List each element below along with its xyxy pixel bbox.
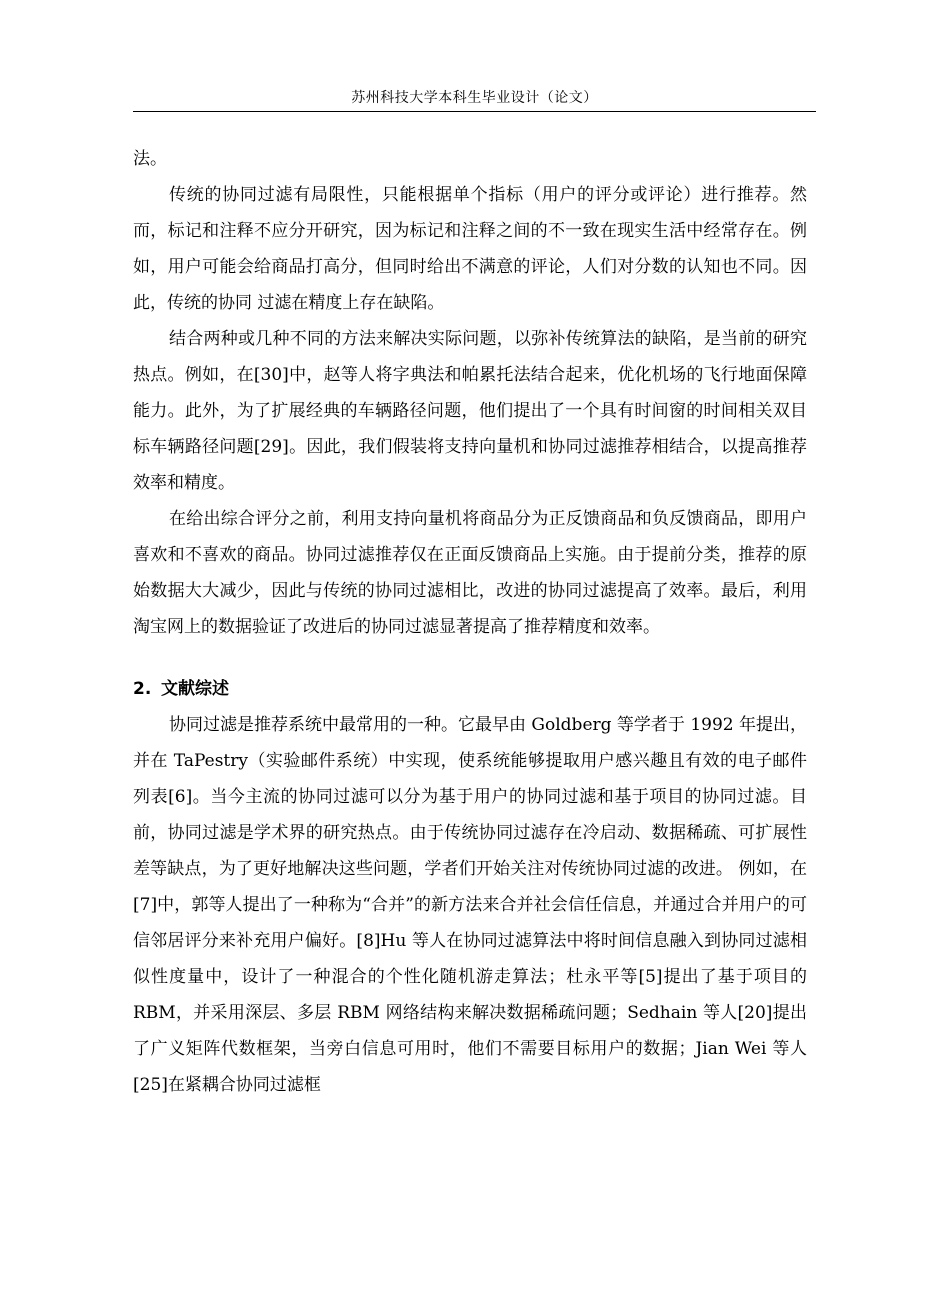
section-heading xyxy=(133,671,807,707)
body-text xyxy=(133,141,807,1103)
header-rule xyxy=(133,111,816,112)
paragraph-continuation: 法。 xyxy=(133,149,167,169)
running-header: 苏州科技大学本科生毕业设计（论文） xyxy=(351,90,598,106)
section-title: 文献综述 xyxy=(161,679,229,699)
section-number: 2. xyxy=(133,679,152,699)
paragraph: 协同过滤是推荐系统中最常用的一种。它最早由 Goldberg 等学者于 1992 年提出，并在 TaPestry（实验邮件系统）中实现，使系统能够提取用户感兴趣且有效的电子邮件列表[6]。当今主流的协同过滤可以分为基于用户的协同过滤和基于项目的协同过滤。目前，协同过滤是学术界的研究热点。由于传统协同过滤存在冷启动、数据稀疏、可扩展性差等缺点，为了更好地解决这些问题，学者们开始关注对传统协同过滤的改进。 例如，在[7]中，郭等人提出了一种称为“合并”的新方法来合并社会信任信息，并通过合并用户的可信邻居评分来补充用户偏好。[8]Hu 等人在协同过滤算法中将时间信息融入到协同过滤相似性度量中，设计了一种混合的个性化随机游走算法；杜永平等[5]提出了基于项目的 RBM，并采用深层、多层 RBM 网络结构来解决数据稀疏问题；Sedhain 等人[20]提出了广义矩阵代数框架，当旁白信息可用时，他们不需要目标用户的数据；Jian Wei 等人[25]在紧耦合协同过滤框 xyxy=(133,715,807,1095)
paragraph: 在给出综合评分之前，利用支持向量机将商品分为正反馈商品和负反馈商品，即用户喜欢和不喜欢的商品。协同过滤推荐仅在正面反馈商品上实施。由于提前分类，推荐的原始数据大大减少，因此与传统的协同过滤相比，改进的协同过滤提高了效率。最后，利用淘宝网上的数据验证了改进后的协同过滤显著提高了推荐精度和效率。 xyxy=(133,509,807,637)
paragraph: 结合两种或几种不同的方法来解决实际问题，以弥补传统算法的缺陷，是当前的研究热点。例如，在[30]中，赵等人将字典法和帕累托法结合起来，优化机场的飞行地面保障能力。此外，为了扩展经典的车辆路径问题，他们提出了一个具有时间窗的时间相关双目标车辆路径问题[29]。因此，我们假装将支持向量机和协同过滤推荐相结合，以提高推荐效率和精度。 xyxy=(133,329,807,493)
paragraph: 传统的协同过滤有局限性，只能根据单个指标（用户的评分或评论）进行推荐。然而，标记和注释不应分开研究，因为标记和注释之间的不一致在现实生活中经常存在。例如，用户可能会给商品打高分，但同时给出不满意的评论，人们对分数的认知也不同。因此，传统的协同 过滤在精度上存在缺陷。 xyxy=(133,185,807,313)
